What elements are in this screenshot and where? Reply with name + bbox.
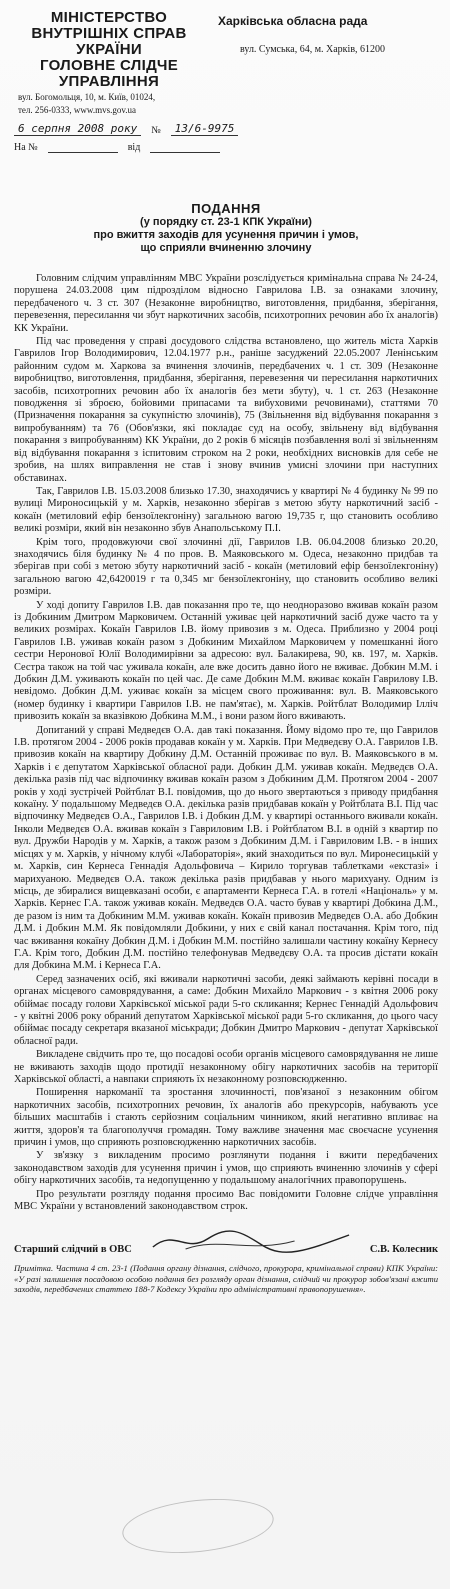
signer-position: Старший слідчий в ОВС: [14, 1244, 132, 1256]
title-main: ПОДАННЯ: [191, 201, 261, 216]
ministry-address: вул. Богомольця, 10, м. Київ, 01024,: [18, 92, 156, 102]
paragraph: Головним слідчим управлінням МВС України розслідується кримінальна справа № 24-24, порушена 24.03.2008 цим підрозділом відносно Гаврилова І.В. за ознаками злочину, передбаченого ч. 3 ст. 307 (Незаконне виробництво, виготовлення, придбання, зберігання, перевезення, пересилання чи збут наркотичних засобів, психотропних речовин або їх аналогів) КК України.: [14, 273, 438, 334]
number-label: №: [151, 125, 161, 136]
signature-block: [14, 1227, 438, 1255]
paragraph: У зв'язку з викладеним просимо розглянути подання і вжити передбачених законодавством заходів для усунення причин і умов, що сприяють вчиненню злочинів у сфері обігу наркотичних засобів, та недопущенню у подальшому аналогічних правопорушень.: [14, 1150, 438, 1187]
paragraph: У ході допиту Гаврилов І.В. дав показання про те, що неодноразово вживав кокаїн разом із Добкиним Дмитром Марковичем. Останній уживає цей наркотичний засіб дуже часто та у великих розмірах. Кокаїн Гаврилов І.В. йому привозив з м. Одеса. Приблизно у 2004 році Гаврилов І.В. уживав кокаїн разом з Добкиним Михайлом Марковичем у помешканні його сестри Неронової Юлії Володимирівни за адресою: вул. Балакирева, 90, кв. 197, м. Харків. Сестра також на той час уживала кокаїн, але вже досить давно його не вживає. Добкин М.М. і Добкин Д.М. уживають кокаїн по цей час. Де саме Добкин М.М. вживає кокаїн Гаврилову І.В. невідомо. Добкин Д.М. уживає кокаїн за місцем свого проживання: вул. В. Маяковського (номер будинку і квартири Гаврилов І.В. не пам'ятає), м. Харків. Ройтблат Володимир Ілліч привозить кокаїн за вказівкою Добкина М.М., і вони разом його вживають.: [14, 599, 438, 723]
paragraph: Поширення наркоманії та зростання злочинності, пов'язаної з незаконним обігом наркотичних засобів, психотропних речовин, їх аналогів або прекурсорів, набувають усе більших масштабів і стають серйозним соціальним чинником, який негативно впливає на життя, здоров'я та благополуччя громадян. Тому важливе значення має своєчасне усунення причин і умов, що сприяють розповсюдженню наркотичних засобів.: [14, 1087, 438, 1149]
paragraph: Під час проведення у справі досудового слідства встановлено, що житель міста Харків Гаврилов Ігор Володимирович, 12.04.1977 р.н., раніше засуджений 22.05.2007 Ленінським районним судом м. Харкова за вчинення злочинів, передбачених ч. 1 ст. 309 (Незаконне виробництво, виготовлення, придбання, зберігання, перевезення чи пересилання наркотичних засобів, психотропних речовин або їх аналогів без мети збуту), ч. 1 ст. 263 (Незаконне поводження зі зброєю, бойовими припасами та вибуховими речовинами), статтями 70 (Призначення покарання за сукупністю злочинів), 75 (Звільнення від відбування покарання з випробуванням) та 76 (Обов'язки, які покладає суд на особу, звільнену від відбування покарання з випробуванням) КК України, до 2 років 6 місяців позбавлення волі зі звільненням від відбування покарання з іспитовим строком на 2 роки, необхідних висновків для себе не зробив, на шлях виправлення не став і знову вчинив умисні злочини при наступних обставинах.: [14, 336, 438, 484]
recipient-title: Харківська обласна рада: [218, 14, 368, 28]
title-sub: (у порядку ст. 23-1 КПК України): [140, 216, 312, 228]
letter-number: 13/6-9975: [171, 122, 239, 136]
ministry-block: [14, 10, 204, 116]
reference-label: На №: [14, 142, 38, 153]
recipient-block: [218, 10, 438, 116]
reference-blank: [48, 152, 118, 153]
ministry-contacts: тел. 256-0333, www.mvs.gov.ua: [18, 105, 136, 115]
paragraph: Допитаний у справі Медведєв О.А. дав такі показання. Йому відомо про те, що Гаврилов І.В. протягом 2004 - 2006 років продавав кокаїн у м. Харків. При Медведєву О.А. Гаврилов І.В. привозив кокаїн на квартиру Добкину Д.М. Останній проживає по вул. В. Маяковського в м. Харків і є депутатом Харківської обласної ради. Добкин Д.М. уживав кокаїн. Медведєв О.А. декілька разів під час відпочинку вживав кокаїн разом з Добкиним Д.М. Протягом 2004 - 2007 років у ході зустрічей Ройтблат В.І. повідомив, що до нього звертаються з приводу придбання кокаїну. У подальшому Медведєв О.А. декілька разів придбавав кокаїн у Ройтблата В.І. Під час відпочинку Медведєв О.А., Гаврилов І.В. і Добкин Д.М. у квартирі останнього вживали кокаїн. Інколи Медведєв О.А. вживав кокаїн з Гавриловим І.В. і Ройтблатом В.І. в одній з квартир по вул. Дружби Народів у м. Харків, а також разом з Добкиним Д.М. і Гавриловим І.В. - в інших місцях у м. Харків, у нічному клубі «Лабораторія», який знаходиться по вул. Миронесицькій у м. Харків, син Кернеса Геннадія Адольфовича – Кирило торгував таблетками «екстазі» і марихуаною. Медведєв О.А. також декілька разів придбавав у нього марихуану. Одним із місць, де збиралися вищевказані особи, є апартаменти Кернеса Г.А. в готелі «Національ» у м. Харків. Кернес Г.А. також уживав кокаїн. Медведєв О.А. часто бував у квартирі Добкина Д.М., де разом із ним та Добкиним М.М. уживав кокаїн. Кокаїн привозив Медведєв О.А. або Добкин Д.М. і Добкин М.М. Як повідомляли Добкини, у них є свій канал постачання. Крім того, під час вживання кокаїну Добкин Д.М. і Добкин М.М. постійно залишали частину кокаїну Кернесу Г.А. Крім того, Добкин Д.М. постійно телефонував Медведєву О.А. та просив дістати кокаїн для Добкина М.М. і Кернеса Г.А.: [14, 724, 438, 972]
title-sub: про вжиття заходів для усунення причин і умов,: [93, 229, 359, 241]
title-sub: що сприяли вчиненню злочину: [140, 242, 312, 254]
from-blank: [150, 152, 220, 153]
ministry-line: УПРАВЛІННЯ: [58, 73, 160, 90]
paragraph: Крім того, продовжуючи свої злочинні дії, Гаврилов І.В. 06.04.2008 близько 20.20, знаходячись біля будинку № 4 по пров. В. Маяковського м. Одеса, незаконно придбав та зберігав при собі з метою збуту наркотичний засіб - кокаїн (метиловий ефір бензоїлекгоніну) загальною вагою 42,6420019 г та 0,345 мг бензоїлекгоніну, що становить особливо великі розміри.: [14, 536, 438, 598]
registration-line: [14, 122, 438, 136]
paragraph: Про результати розгляду подання просимо Вас повідомити Головне слідче управління МВС України у встановлений законодавством строк.: [14, 1188, 438, 1213]
document-title: [14, 201, 438, 255]
signer-name: С.В. Колесник: [369, 1244, 438, 1256]
paragraph: Серед зазначених осіб, які вживали наркотичні засоби, деякі займають керівні посади в органах місцевого самоврядування, а саме: Добкин Михайло Маркович - з квітня 2006 року обіймає посаду голови Харківської міської ради 5-го скликання; Кернес Геннадій Адольфович - у квітні 2006 року обраний депутатом Харківської міської ради 5-го скликання, до цього часу обіймає посаду секретаря вказаної міськради; Добкин Дмитро Маркович - депутат Харківської обласної ради.: [14, 973, 438, 1047]
paragraph: Так, Гаврилов І.В. 15.03.2008 близько 17.30, знаходячись у квартирі № 4 будинку № 99 по вулиці Мироносицькій у м. Харків, незаконно зберігав з метою збуту наркотичний засіб - кокаїн (метиловий ефір бензоїлекгоніну) загальною вагою 19,735 г, що становить особливо великі розміри, який він незаконно збув Анапольському П.І.: [14, 485, 438, 535]
reference-line: [14, 142, 438, 153]
ministry-line: УКРАЇНИ: [76, 41, 142, 58]
signature-scribble: [142, 1227, 360, 1255]
from-label: від: [127, 142, 141, 153]
document-body: [14, 273, 438, 1213]
letter-date: 6 серпня 2008 року: [14, 122, 141, 136]
ministry-line: МІНІСТЕРСТВО: [50, 9, 168, 26]
seal-stamp: [120, 1492, 277, 1560]
footnote: Примітка. Частина 4 ст. 23-1 (Подання органу дізнання, слідчого, прокурора, кримінальної справи) КПК України: «У разі залишення посадовою особою подання без розгляду орган дізнання, слідчий чи прокурор зобов'язані вжити заходів, передбачених статтею 188-7 Кодексу України про адміністративні правопорушення».: [14, 1263, 438, 1295]
letterhead: [14, 10, 438, 116]
ministry-line: ГОЛОВНЕ СЛІДЧЕ: [39, 57, 178, 74]
paragraph: Викладене свідчить про те, що посадові особи органів місцевого самоврядування не лише не вживають заходів щодо протидії незаконному обігу наркотичних засобів на території Харківської області, а навпаки сприяють їх незаконному розповсюдженню.: [14, 1049, 438, 1085]
recipient-address: вул. Сумська, 64, м. Харків, 61200: [240, 44, 386, 55]
ministry-line: ВНУТРІШНІХ СПРАВ: [31, 25, 187, 42]
